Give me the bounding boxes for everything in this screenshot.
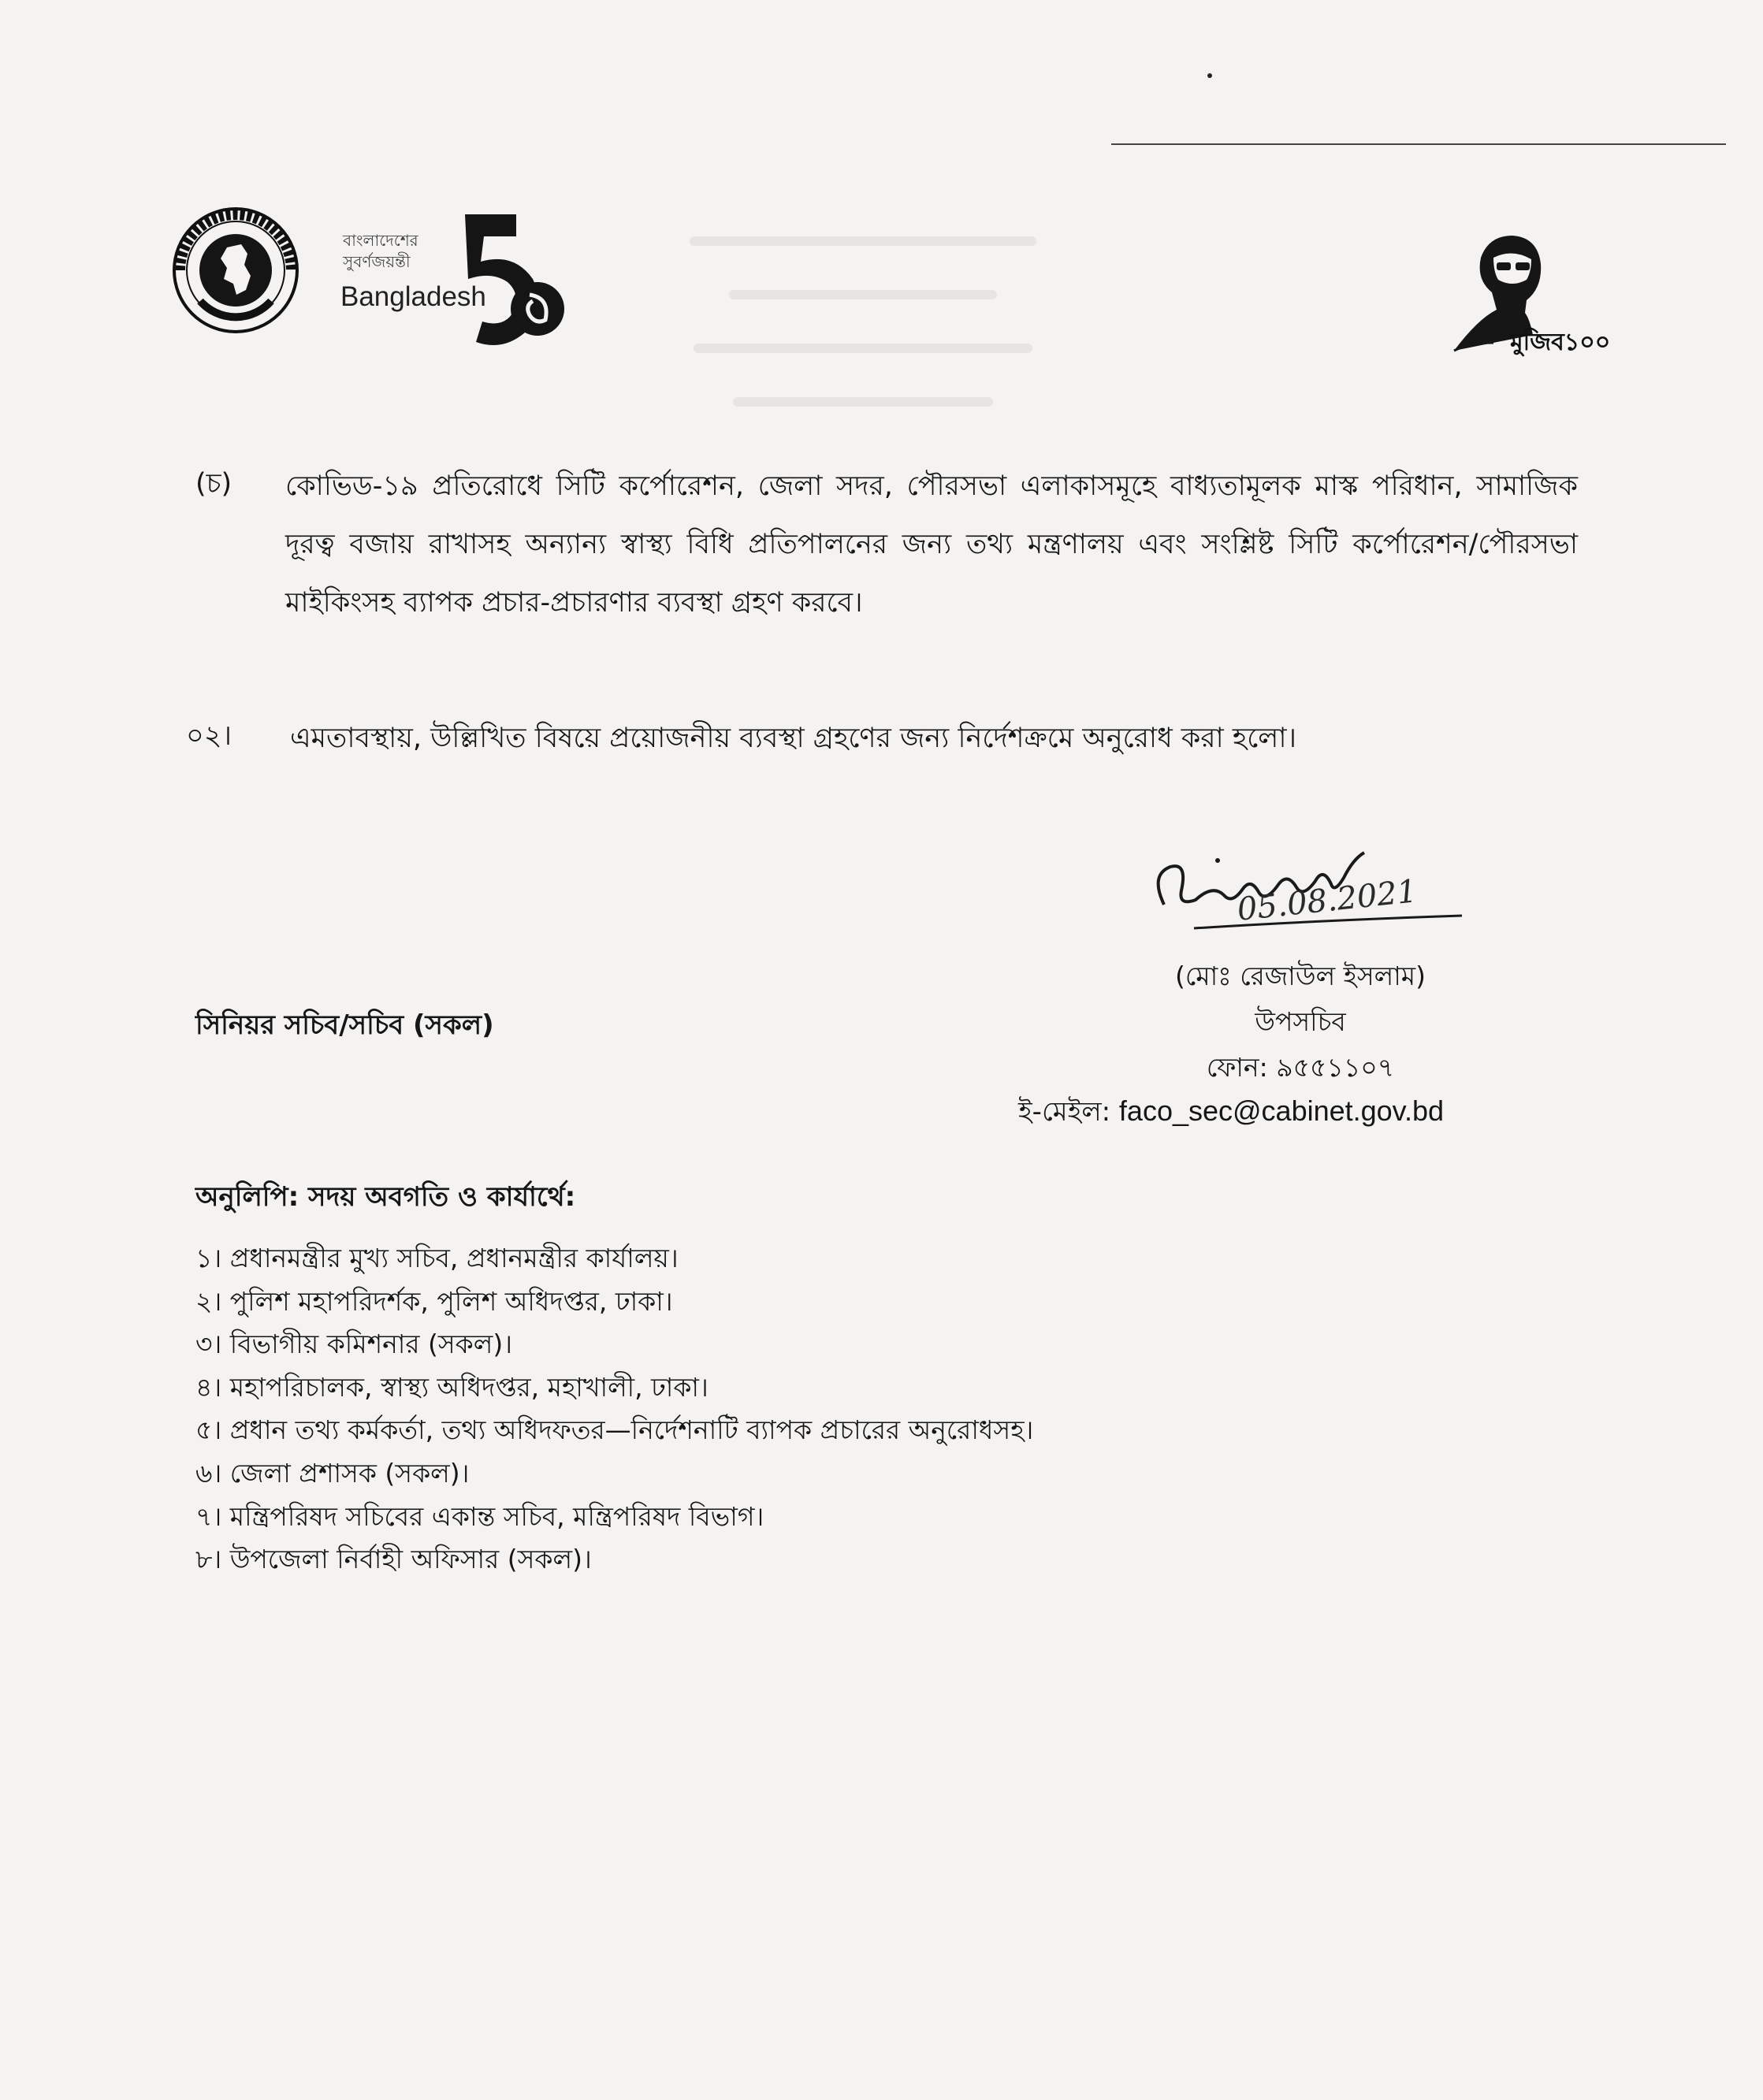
signatory-block: [1025, 953, 1576, 1091]
list-item: ৭। মন্ত্রিপরিষদ সচিবের একান্ত সচিব, মন্ত্রিপরিষদ বিভাগ।: [195, 1500, 764, 1532]
recipient: সিনিয়র সচিব/সচিব (সকল): [195, 1009, 494, 1041]
bangladesh-50-bangla-text: বাংলাদেশের সুবর্ণজয়ন্তী: [343, 231, 418, 271]
bangladesh-50-label: Bangladesh: [340, 281, 486, 312]
copy-list: [195, 1237, 1033, 1582]
list-item: ৫। প্রধান তথ্য কর্মকর্তা, তথ্য অধিদফতর—নির্দেশনাটি ব্যাপক প্রচারের অনুরোধসহ।: [195, 1414, 1034, 1446]
signatory-phone: ফোন: ৯৫৫১১০৭: [1206, 1052, 1395, 1083]
list-item: ২। পুলিশ মহাপরিদর্শক, পুলিশ অধিদপ্তর, ঢাকা।: [195, 1285, 673, 1317]
list-item: ৬। জেলা প্রশাসক (সকল)।: [195, 1457, 470, 1489]
item-marker: ০২।: [186, 720, 232, 752]
scan-speck: [1207, 73, 1212, 78]
faint-header-bleed: [658, 236, 1068, 451]
clause-paragraph: কোভিড-১৯ প্রতিরোধে সিটি কর্পোরেশন, জেলা সদর, পৌরসভা এলাকাসমূহে বাধ্যতামূলক মাস্ক পরিধান, সামাজিক দূরত্ব বজায় রাখাসহ অন্যান্য স্বাস্থ্য বিধি প্রতিপালনের জন্য তথ্য মন্ত্রণালয় এবং সংশ্লিষ্ট সিটি কর্পোরেশন/পৌরসভা মাইকিংসহ ব্যাপক প্রচার-প্রচারণার ব্যবস্থা গ্রহণ করবে।: [285, 470, 1578, 619]
list-item: ৮। উপজেলা নির্বাহী অফিসার (সকল)।: [195, 1544, 592, 1575]
signatory-email: [1018, 1091, 1444, 1136]
mujib-100-text: মুজিব১০০: [1510, 329, 1611, 355]
clause-marker: (চ): [195, 468, 232, 500]
government-emblem-icon: [172, 206, 299, 334]
email-label: ই-মেইল:: [1018, 1096, 1111, 1128]
signature-date: 05.08.2021: [1235, 873, 1419, 928]
bangladesh-50-logo: [315, 206, 567, 348]
header-rule: [1111, 143, 1726, 145]
signatory-name: (মোঃ রেজাউল ইসলাম): [1175, 961, 1426, 991]
list-item: ৪। মহাপরিচালক, স্বাস্থ্য অধিদপ্তর, মহাখালী, ঢাকা।: [195, 1371, 709, 1403]
signatory-designation: উপসচিব: [1255, 1006, 1346, 1037]
list-item: ১। প্রধানমন্ত্রীর মুখ্য সচিব, প্রধানমন্ত্রীর কার্যালয়।: [195, 1243, 679, 1273]
list-item: ৩। বিভাগীয় কমিশনার (সকল)।: [195, 1329, 513, 1360]
email-address: faco_sec@cabinet.gov.bd: [1118, 1095, 1445, 1127]
item-paragraph: এমতাবস্থায়, উল্লিখিত বিষয়ে প্রয়োজনীয় ব্যবস্থা গ্রহণের জন্য নির্দেশক্রমে অনুরোধ করা হলো।: [290, 723, 1297, 754]
copy-title: অনুলিপি: সদয় অবগতি ও কার্যার্থে:: [195, 1181, 576, 1213]
